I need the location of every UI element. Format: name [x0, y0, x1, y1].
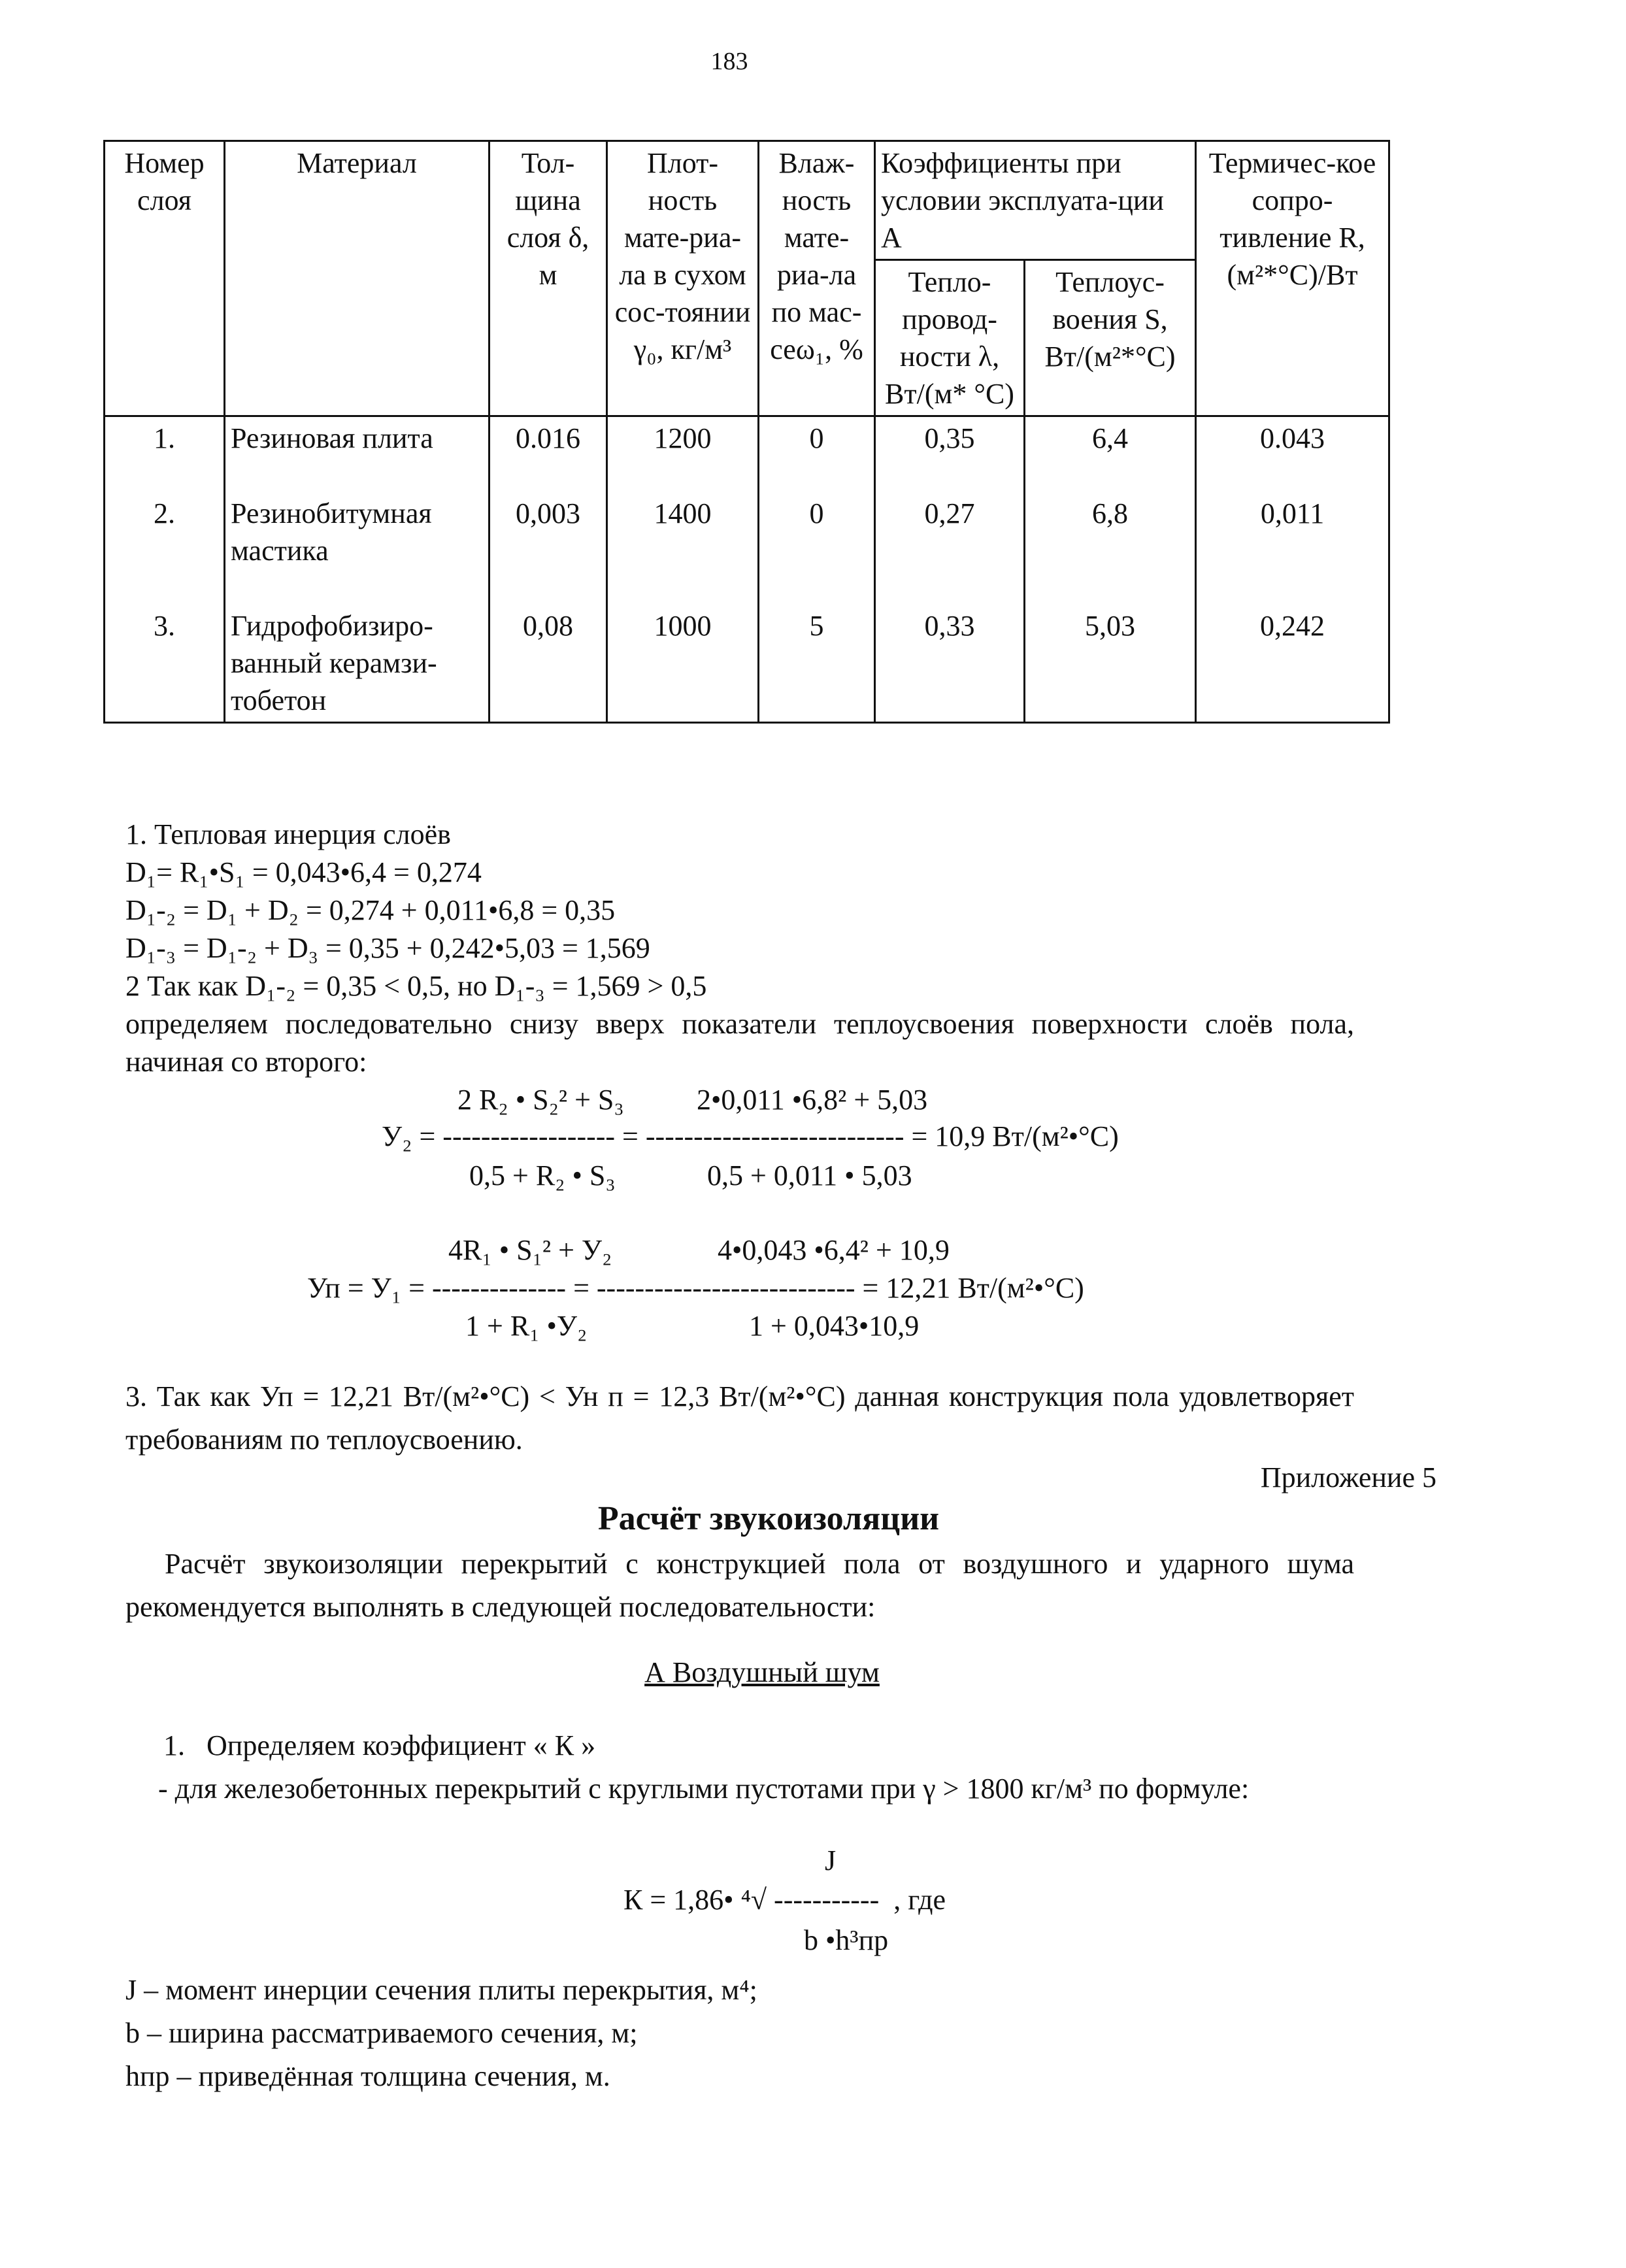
cell-thickness: 0,003	[489, 492, 607, 605]
appendix-label: Приложение 5	[1260, 1461, 1436, 1493]
table-row	[105, 605, 1389, 723]
cell-no: 2.	[105, 492, 225, 605]
inertia-section	[125, 816, 1354, 1081]
yp-numerator-values: 4•0,043 •6,4² + 10,9	[718, 1234, 950, 1266]
cell-thickness: 0,08	[489, 605, 607, 723]
cell-density: 1400	[607, 492, 759, 605]
definition-item: J – момент инерции сечения плиты перекрытия, м⁴;	[125, 1974, 757, 2006]
subsection-heading: А Воздушный шум	[644, 1656, 880, 1688]
cell-moisture: 5	[759, 605, 875, 723]
formula-d12: D₁-₂ = D₁ + D₂ = 0,274 + 0,011•6,8 = 0,35	[125, 894, 616, 926]
cell-no: 1.	[105, 416, 225, 492]
formula-d13: D₁-₃ = D₁-₂ + D₃ = 0,35 + 0,242•5,03 = 1,569	[125, 932, 650, 964]
header-thickness: Тол-щина слоя δ, м	[489, 141, 607, 416]
conclusion-text: 3. Так как Уп = 12,21 Вт/(м²•°С) < Ун п = 12,3 Вт/(м²•°С) данная конструкция пола удовлетворяет требованиям по теплоусвоению.	[125, 1380, 1354, 1456]
definition-item: b – ширина рассматриваемого сечения, м;	[125, 2017, 638, 2049]
cell-density: 1200	[607, 416, 759, 492]
k-denominator: b •h³пр	[804, 1924, 889, 1956]
cell-s: 6,8	[1025, 492, 1196, 605]
cell-r: 0.043	[1196, 416, 1389, 492]
cell-density: 1000	[607, 605, 759, 723]
table-row	[105, 492, 1389, 605]
header-coefficients: Коэффициенты при условии эксплуата-ции А	[875, 141, 1196, 260]
yp-formula-line: Уп = У₁ = -------------- = --------------------------- = 12,21 Вт/(м²•°С)	[307, 1272, 1084, 1304]
cell-material: Резиновая плита	[225, 416, 489, 492]
cell-lambda: 0,35	[875, 416, 1025, 492]
layers-table	[103, 140, 1390, 724]
cell-r: 0,011	[1196, 492, 1389, 605]
cell-thickness: 0.016	[489, 416, 607, 492]
cell-s: 6,4	[1025, 416, 1196, 492]
cell-lambda: 0,33	[875, 605, 1025, 723]
cell-s: 5,03	[1025, 605, 1196, 723]
cell-moisture: 0	[759, 492, 875, 605]
step1-title: 1. Определяем коэффициент « К »	[163, 1729, 596, 1761]
cell-r: 0,242	[1196, 605, 1389, 723]
cell-material: Резинобитумная мастика	[225, 492, 489, 605]
y2-formula-line: У₂ = ------------------ = --------------------------- = 10,9 Вт/(м²•°С)	[382, 1120, 1119, 1152]
intro-text: Расчёт звукоизоляции перекрытий с конструкцией пола от воздушного и ударного шума рекомендуется выполнять в следующей последовательности:	[125, 1548, 1354, 1623]
header-moisture: Влаж-ность мате-риа-ла по мас-сеω₁, %	[759, 141, 875, 416]
yp-numerator-symbolic: 4R₁ • S₁² + У₂	[448, 1234, 612, 1266]
definitions-list	[125, 1969, 1354, 2098]
header-resistance: Термичес-кое сопро-тивление R, (м²*°С)/Вт	[1196, 141, 1389, 416]
y2-numerator-values: 2•0,011 •6,8² + 5,03	[697, 1084, 928, 1116]
cell-material: Гидрофобизиро-ванный керамзи-тобетон	[225, 605, 489, 723]
y2-denominator-values: 0,5 + 0,011 • 5,03	[707, 1159, 912, 1192]
inertia-title: 1. Тепловая инерция слоёв	[125, 818, 451, 850]
inertia-condition: 2 Так как D₁-₂ = 0,35 < 0,5, но D₁-₃ = 1,569 > 0,5	[125, 970, 707, 1002]
table-row	[105, 416, 1389, 492]
header-density: Плот-ность мате-риа-ла в сухом сос-тоянии γ₀, кг/м³	[607, 141, 759, 416]
header-material: Материал	[225, 141, 489, 416]
k-numerator: J	[825, 1844, 837, 1876]
cell-moisture: 0	[759, 416, 875, 492]
inertia-text: определяем последовательно снизу вверх показатели теплоусвоения поверхности слоёв пола, начиная со второго:	[125, 1008, 1354, 1078]
header-layer-no: Номер слоя	[105, 141, 225, 416]
header-conductivity: Тепло-провод-ности λ, Вт/(м* °С)	[875, 260, 1025, 416]
step1-text: - для железобетонных перекрытий с круглыми пустотами при γ > 1800 кг/м³ по формуле:	[158, 1773, 1250, 1805]
yp-denominator-symbolic: 1 + R₁ •У₂	[465, 1310, 588, 1342]
cell-lambda: 0,27	[875, 492, 1025, 605]
section-heading: Расчёт звукоизоляции	[597, 1500, 940, 1537]
cell-no: 3.	[105, 605, 225, 723]
y2-numerator-symbolic: 2 R₂ • S₂² + S₃	[457, 1084, 624, 1116]
yp-denominator-values: 1 + 0,043•10,9	[749, 1310, 920, 1342]
definition-item: hпр – приведённая толщина сечения, м.	[125, 2060, 610, 2092]
page-number: 183	[710, 48, 748, 75]
formula-d1: D₁= R₁•S₁ = 0,043•6,4 = 0,274	[125, 856, 482, 888]
k-formula-line: К = 1,86• ⁴√ ----------- , где	[623, 1884, 946, 1916]
header-absorption: Теплоус-воения S, Вт/(м²*°С)	[1025, 260, 1196, 416]
y2-denominator-symbolic: 0,5 + R₂ • S₃	[469, 1159, 616, 1192]
